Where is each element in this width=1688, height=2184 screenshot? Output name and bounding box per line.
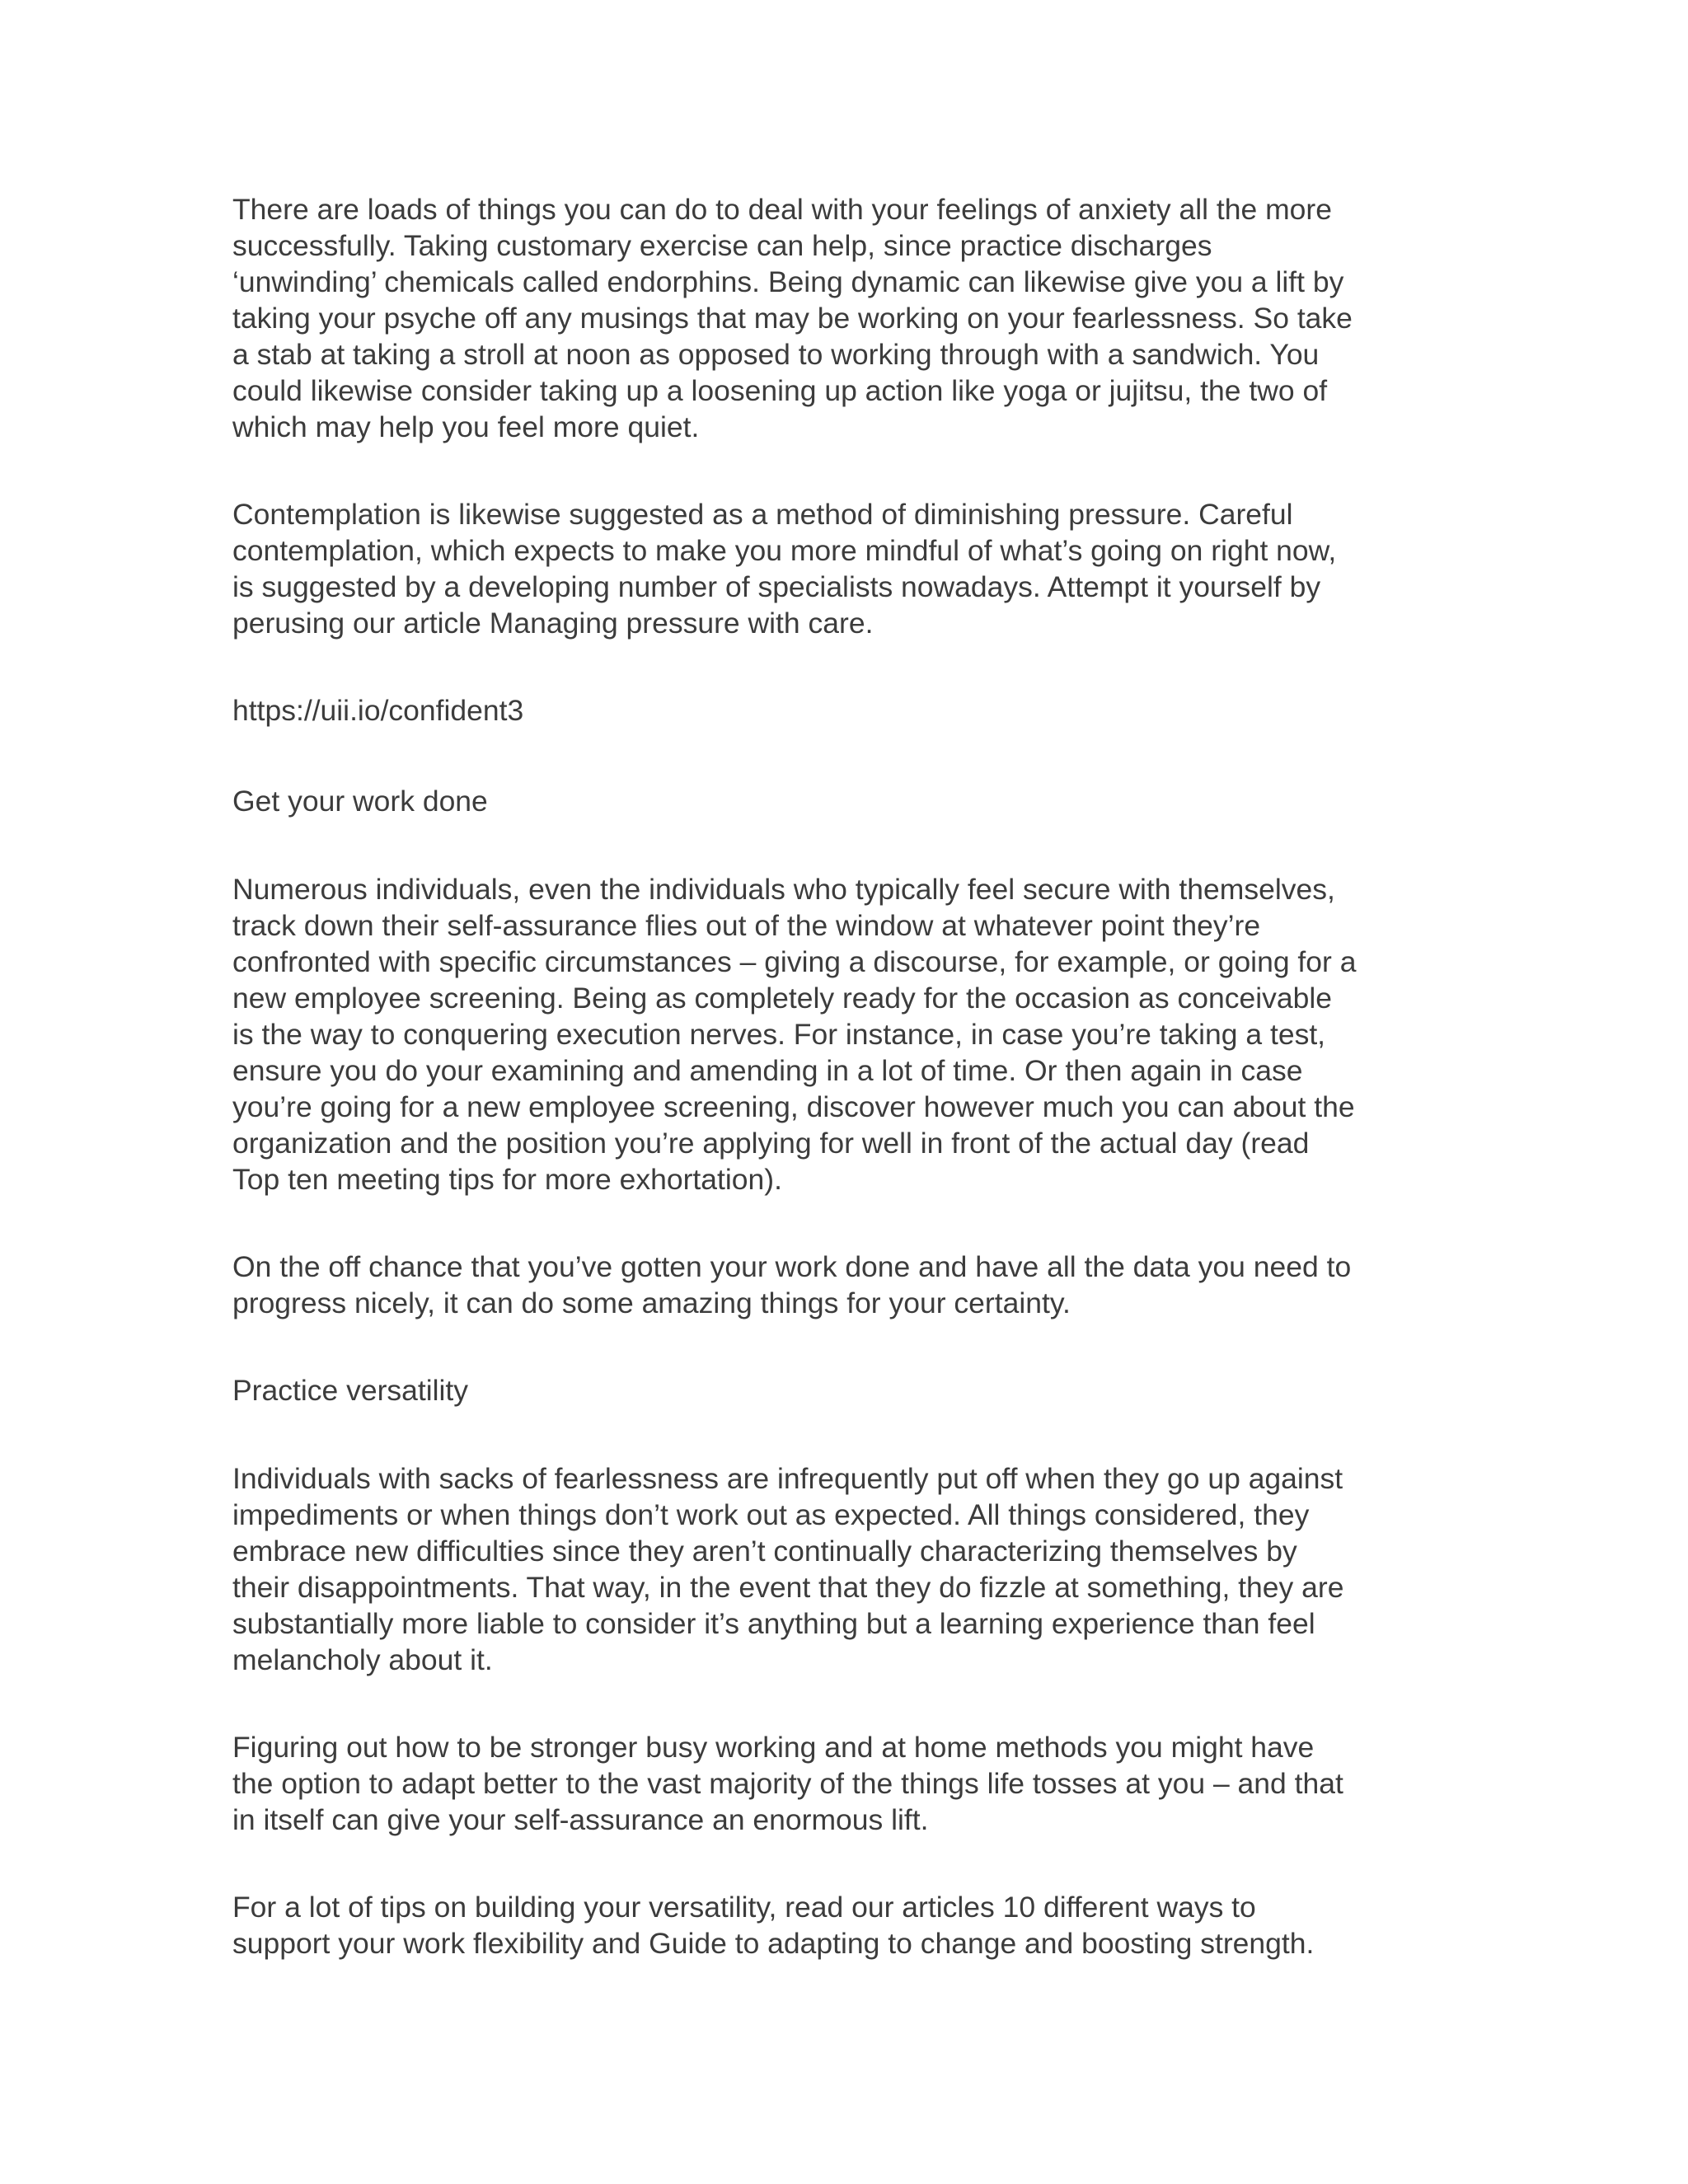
text-line: in itself can give your self-assurance an enormous lift. bbox=[232, 1803, 929, 1836]
url-text[interactable]: https://uii.io/confident3 bbox=[232, 694, 524, 727]
document-body bbox=[232, 191, 1452, 2013]
text-line: Individuals with sacks of fearlessness are infrequently put off when they go up against bbox=[232, 1462, 1343, 1495]
text-line: track down their self-assurance flies out of the window at whatever point they’re bbox=[232, 909, 1261, 942]
text-line: impediments or when things don’t work out as expected. All things considered, they bbox=[232, 1498, 1310, 1531]
paragraph-certainty bbox=[232, 1249, 1452, 1321]
text-line: you’re going for a new employee screening, discover however much you can about the bbox=[232, 1090, 1355, 1123]
section-heading-versatility bbox=[232, 1372, 1452, 1408]
text-line: Numerous individuals, even the individuals who typically feel secure with themselves, bbox=[232, 873, 1335, 906]
text-line: contemplation, which expects to make you more mindful of what’s going on right now, bbox=[232, 534, 1337, 567]
text-line: which may help you feel more quiet. bbox=[232, 410, 700, 443]
text-line: embrace new difficulties since they aren’t continually characterizing themselves by bbox=[232, 1535, 1297, 1568]
text-line: could likewise consider taking up a loosening up action like yoga or jujitsu, the two of bbox=[232, 374, 1328, 407]
text-line: ‘unwinding’ chemicals called endorphins. Being dynamic can likewise give you a lift by bbox=[232, 265, 1344, 298]
text-line: ensure you do your examining and amending in a lot of time. Or then again in case bbox=[232, 1054, 1303, 1087]
text-line: organization and the position you’re applying for well in front of the actual day (read bbox=[232, 1127, 1310, 1160]
paragraph-anxiety-tips bbox=[232, 191, 1452, 445]
text-line: a stab at taking a stroll at noon as opposed to working through with a sandwich. You bbox=[232, 338, 1320, 371]
text-line: the option to adapt better to the vast majority of the things life tosses at you – and that bbox=[232, 1767, 1343, 1800]
text-line: For a lot of tips on building your versatility, read our articles 10 different ways to bbox=[232, 1891, 1256, 1924]
text-line: perusing our article Managing pressure with care. bbox=[232, 607, 874, 640]
url-line bbox=[232, 692, 1452, 729]
section-heading-work bbox=[232, 783, 1452, 819]
text-line: support your work flexibility and Guide to adapting to change and boosting strength. bbox=[232, 1927, 1315, 1960]
text-line: Top ten meeting tips for more exhortation). bbox=[232, 1163, 782, 1196]
text-line: their disappointments. That way, in the event that they do fizzle at something, they are bbox=[232, 1571, 1344, 1604]
text-line: melancholy about it. bbox=[232, 1643, 493, 1676]
text-line: There are loads of things you can do to deal with your feelings of anxiety all the more bbox=[232, 193, 1332, 226]
text-line: confronted with specific circumstances – giving a discourse, for example, or going for a bbox=[232, 945, 1357, 978]
text-line: Figuring out how to be stronger busy working and at home methods you might have bbox=[232, 1731, 1315, 1764]
text-line: progress nicely, it can do some amazing things for your certainty. bbox=[232, 1286, 1071, 1319]
text-line: is the way to conquering execution nerves. For instance, in case you’re taking a test, bbox=[232, 1018, 1326, 1051]
heading-text: Get your work done bbox=[232, 785, 488, 818]
text-line: On the off chance that you’ve gotten your work done and have all the data you need to bbox=[232, 1250, 1352, 1283]
text-line: new employee screening. Being as completely ready for the occasion as conceivable bbox=[232, 982, 1332, 1015]
paragraph-contemplation bbox=[232, 496, 1452, 641]
paragraph-preparation bbox=[232, 871, 1452, 1197]
text-line: taking your psyche off any musings that may be working on your fearlessness. So take bbox=[232, 302, 1353, 335]
paragraph-tips bbox=[232, 1889, 1452, 1961]
paragraph-fearlessness bbox=[232, 1460, 1452, 1678]
text-line: substantially more liable to consider it’s anything but a learning experience than feel bbox=[232, 1607, 1315, 1640]
text-line: successfully. Taking customary exercise can help, since practice discharges bbox=[232, 229, 1212, 262]
text-line: Contemplation is likewise suggested as a method of diminishing pressure. Careful bbox=[232, 498, 1293, 531]
text-line: is suggested by a developing number of specialists nowadays. Attempt it yourself by bbox=[232, 570, 1321, 603]
heading-text: Practice versatility bbox=[232, 1374, 469, 1407]
paragraph-stronger bbox=[232, 1729, 1452, 1838]
